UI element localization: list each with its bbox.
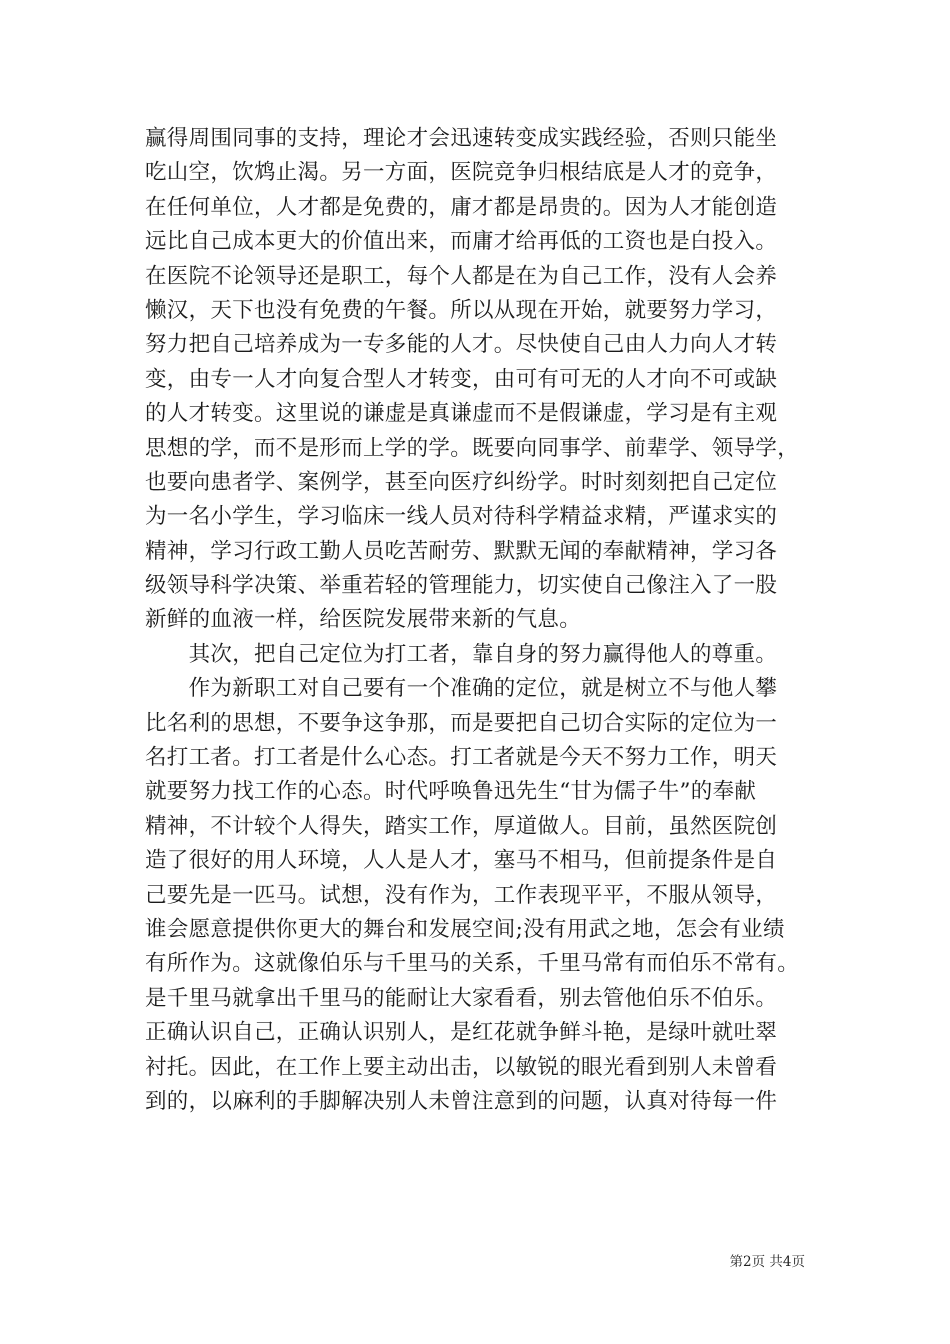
- text-line: 变，由专一人才向复合型人才转变，由可有可无的人才向不可或缺: [145, 366, 778, 392]
- text-line: 也要向患者学、案例学，甚至向医疗纠纷学。时时刻刻把自己定位: [145, 469, 778, 495]
- text-line: 远比自己成本更大的价值出来，而庸才给再低的工资也是白投入。: [145, 229, 778, 255]
- text-line: 吃山空，饮鸩止渴。另一方面，医院竞争归根结底是人才的竞争，: [145, 160, 778, 186]
- body-text: [145, 122, 810, 1119]
- text-line: 新鲜的血液一样，给医院发展带来新的气息。: [145, 607, 582, 633]
- section-heading-line: 其次，把自己定位为打工者，靠自身的努力赢得他人的尊重。: [145, 641, 778, 667]
- text-line: 在医院不论领导还是职工，每个人都是在为自己工作，没有人会养: [145, 263, 778, 289]
- text-line: 赢得周围同事的支持，理论才会迅速转变成实践经验，否则只能坐: [145, 126, 778, 151]
- text-line: 懒汉，天下也没有免费的午餐。所以从现在开始，就要努力学习，: [145, 297, 778, 323]
- text-line: 的人才转变。这里说的谦虚是真谦虚而不是假谦虚，学习是有主观: [145, 401, 778, 427]
- text-line: 就要努力找工作的心态。时代呼唤鲁迅先生“甘为儒子牛”的奉献: [145, 779, 757, 805]
- text-line: 级领导科学决策、举重若轻的管理能力，切实使自己像注入了一股: [145, 573, 778, 599]
- text-line: 精神，不计较个人得失，踏实工作，厚道做人。目前，虽然医院创: [145, 813, 778, 839]
- text-line: 精神，学习行政工勤人员吃苦耐劳、默默无闻的奉献精神，学习各: [145, 538, 778, 564]
- page-prefix: 第: [729, 1254, 744, 1270]
- text-line: 有所作为。这就像伯乐与千里马的关系，千里马常有而伯乐不常有。: [145, 951, 800, 977]
- text-line: 谁会愿意提供你更大的舞台和发展空间;没有用武之地，怎会有业绩: [145, 916, 785, 942]
- total-pages-number: 4: [782, 1254, 792, 1270]
- text-line: 比名利的思想，不要争这争那，而是要把自己切合实际的定位为一: [145, 710, 778, 736]
- paragraph-start-line: 作为新职工对自己要有一个准确的定位，就是树立不与他人攀: [145, 676, 778, 702]
- text-line: 名打工者。打工者是什么心态。打工者就是今天不努力工作，明天: [145, 745, 778, 771]
- page-number-footer: [730, 1250, 805, 1270]
- text-line: 努力把自己培养成为一专多能的人才。尽快使自己由人力向人才转: [145, 332, 778, 358]
- page-suffix: 页: [791, 1254, 805, 1270]
- text-line: 到的，以麻利的手脚解决别人未曾注意到的问题，认真对待每一件: [145, 1088, 778, 1114]
- page-middle: 页 共: [751, 1254, 783, 1270]
- text-line: 正确认识自己，正确认识别人，是红花就争鲜斗艳，是绿叶就吐翠: [145, 1020, 778, 1046]
- text-line: 造了很好的用人环境，人人是人才，塞马不相马，但前提条件是自: [145, 848, 778, 874]
- current-page-number: 2: [743, 1254, 752, 1270]
- text-line: 为一名小学生，学习临床一线人员对待科学精益求精，严谨求实的: [145, 504, 778, 530]
- text-line: 己要先是一匹马。试想，没有作为，工作表现平平，不服从领导，: [145, 882, 778, 908]
- text-line: 衬托。因此，在工作上要主动出击，以敏锐的眼光看到别人未曾看: [145, 1054, 778, 1080]
- text-line: 思想的学，而不是形而上学的学。既要向同事学、前辈学、领导学，: [145, 435, 800, 461]
- text-line: 是千里马就拿出千里马的能耐让大家看看，别去管他伯乐不伯乐。: [145, 985, 778, 1011]
- text-line: 在任何单位，人才都是免费的，庸才都是昂贵的。因为人才能创造: [145, 194, 778, 220]
